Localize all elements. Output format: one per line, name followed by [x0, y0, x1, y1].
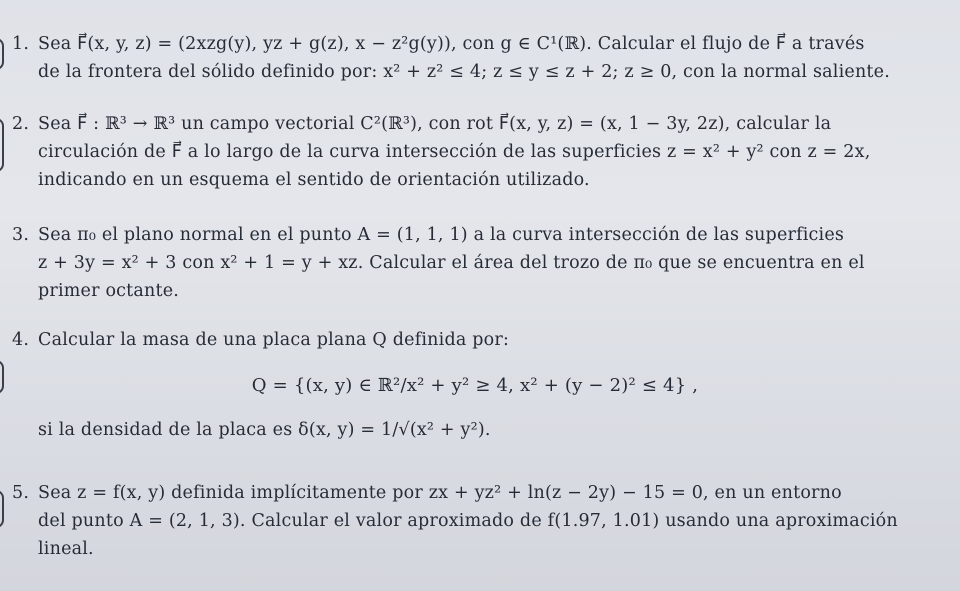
question-line: Sea z = f(x, y) definida implícitamente por zx + yz² + ln(z − 2y) − 15 = 0, en un entorno [38, 483, 842, 503]
set-definition-formula: Q = {(x, y) ∈ ℝ²/x² + y² ≥ 4, x² + (y − 2)² ≤ 4} , [251, 375, 699, 396]
question-line: del punto A = (2, 1, 3). Calcular el valor aproximado de f(1.97, 1.01) usando una aproximación [38, 511, 898, 531]
density-line: si la densidad de la placa es δ(x, y) = 1/√(x² + y²). [38, 420, 491, 440]
question-line: Sea π₀ el plano normal en el punto A = (1, 1, 1) a la curva intersección de las superficies [38, 225, 845, 245]
question-number: 5. [12, 483, 30, 503]
question-number: 2. [12, 114, 30, 134]
margin-mark [0, 360, 4, 394]
question-line: circulación de F⃗ a lo largo de la curva intersección de las superficies z = x² + y² con z = 2x, [38, 142, 871, 162]
question-line: Calcular la masa de una placa plana Q definida por: [38, 330, 510, 350]
question-4 [12, 326, 912, 444]
question-2 [12, 110, 912, 194]
question-line: de la frontera del sólido definido por: x² + z² ≤ 4; z ≤ y ≤ z + 2; z ≥ 0, con la normal saliente. [38, 62, 890, 82]
question-number: 1. [12, 34, 30, 54]
question-line: z + 3y = x² + 3 con x² + 1 = y + xz. Calcular el área del trozo de π₀ que se encuentra en el [38, 253, 865, 273]
question-5 [12, 479, 912, 563]
question-line: indicando en un esquema el sentido de orientación utilizado. [38, 170, 590, 190]
question-3 [12, 221, 912, 305]
question-line: primer octante. [38, 281, 180, 301]
question-line: lineal. [38, 539, 94, 559]
question-number: 4. [12, 330, 30, 350]
margin-mark [0, 38, 4, 70]
question-line: Sea F⃗(x, y, z) = (2xzg(y), yz + g(z), x − z²g(y)), con g ∈ C¹(ℝ). Calcular el flujo de F⃗ a través [38, 34, 865, 54]
question-number: 3. [12, 225, 30, 245]
question-1 [12, 30, 912, 86]
margin-mark [0, 118, 4, 172]
margin-mark [0, 490, 4, 528]
question-line: Sea F⃗ : ℝ³ → ℝ³ un campo vectorial C²(ℝ³), con rot F⃗(x, y, z) = (x, 1 − 3y, 2z), calcular la [38, 114, 832, 134]
